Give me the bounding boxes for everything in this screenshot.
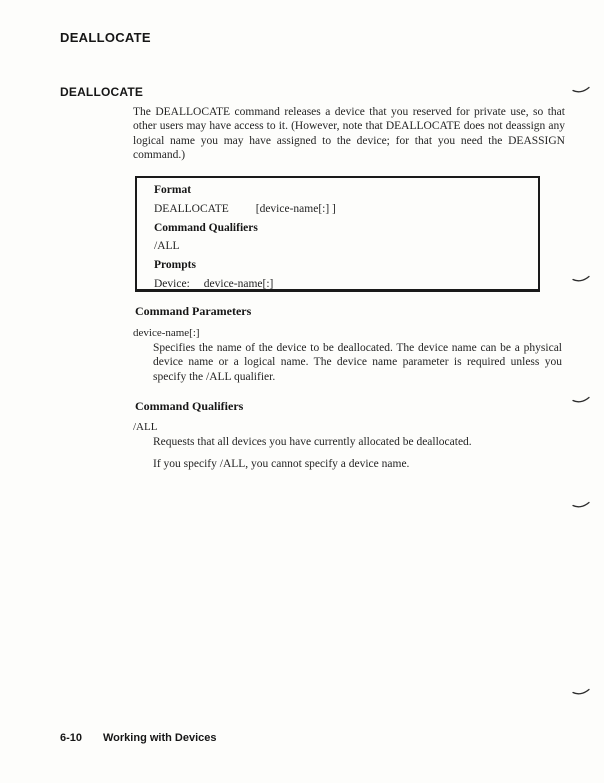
syntax-args: [device-name[:] ]: [255, 203, 336, 215]
parameter-description: Specifies the name of the device to be deallocated. The device name can be a physical device name or a logical name. The device name parameter is required unless you specify the /ALL qualifier.: [153, 342, 562, 383]
box-prompts-label: Prompts: [154, 259, 196, 271]
format-label: Format: [154, 184, 192, 196]
prompt-value: device-name[:]: [203, 278, 274, 290]
box-qualifier-value: /ALL: [154, 240, 180, 252]
command-parameters-heading: Command Parameters: [135, 304, 252, 318]
qualifier-description-2: If you specify /ALL, you cannot specify a device name.: [153, 458, 410, 470]
page-footer: [60, 732, 217, 744]
section-title: DEALLOCATE: [60, 85, 144, 99]
qualifier-name: /ALL: [133, 421, 158, 433]
footer-chapter-title: Working with Devices: [103, 732, 217, 744]
syntax-command: DEALLOCATE: [154, 203, 229, 215]
qualifier-description-1: Requests that all devices you have currently allocated be deallocated.: [153, 436, 472, 448]
intro-paragraph: The DEALLOCATE command releases a device that you reserved for private use, so that other users may have access to it. (However, note that DEALLOCATE does not deassign any logical name you may have assigned to the device; for that you need the DEASSIGN command.): [133, 106, 565, 161]
footer-page-number: 6-10: [60, 732, 83, 744]
scan-edge-mark-icon: [572, 500, 590, 509]
prompt-name: Device:: [154, 278, 190, 290]
box-qualifiers-label: Command Qualifiers: [154, 222, 258, 234]
scan-edge-mark-icon: [572, 395, 590, 404]
running-head: DEALLOCATE: [60, 30, 151, 45]
format-box: [135, 176, 540, 292]
command-qualifiers-heading: Command Qualifiers: [135, 399, 244, 413]
scan-edge-mark-icon: [572, 274, 590, 283]
parameter-name: device-name[:]: [133, 327, 200, 339]
scan-edge-mark-icon: [572, 687, 590, 696]
format-syntax-line: [154, 203, 336, 215]
scan-edge-mark-icon: [572, 85, 590, 94]
prompt-line: [154, 278, 273, 290]
